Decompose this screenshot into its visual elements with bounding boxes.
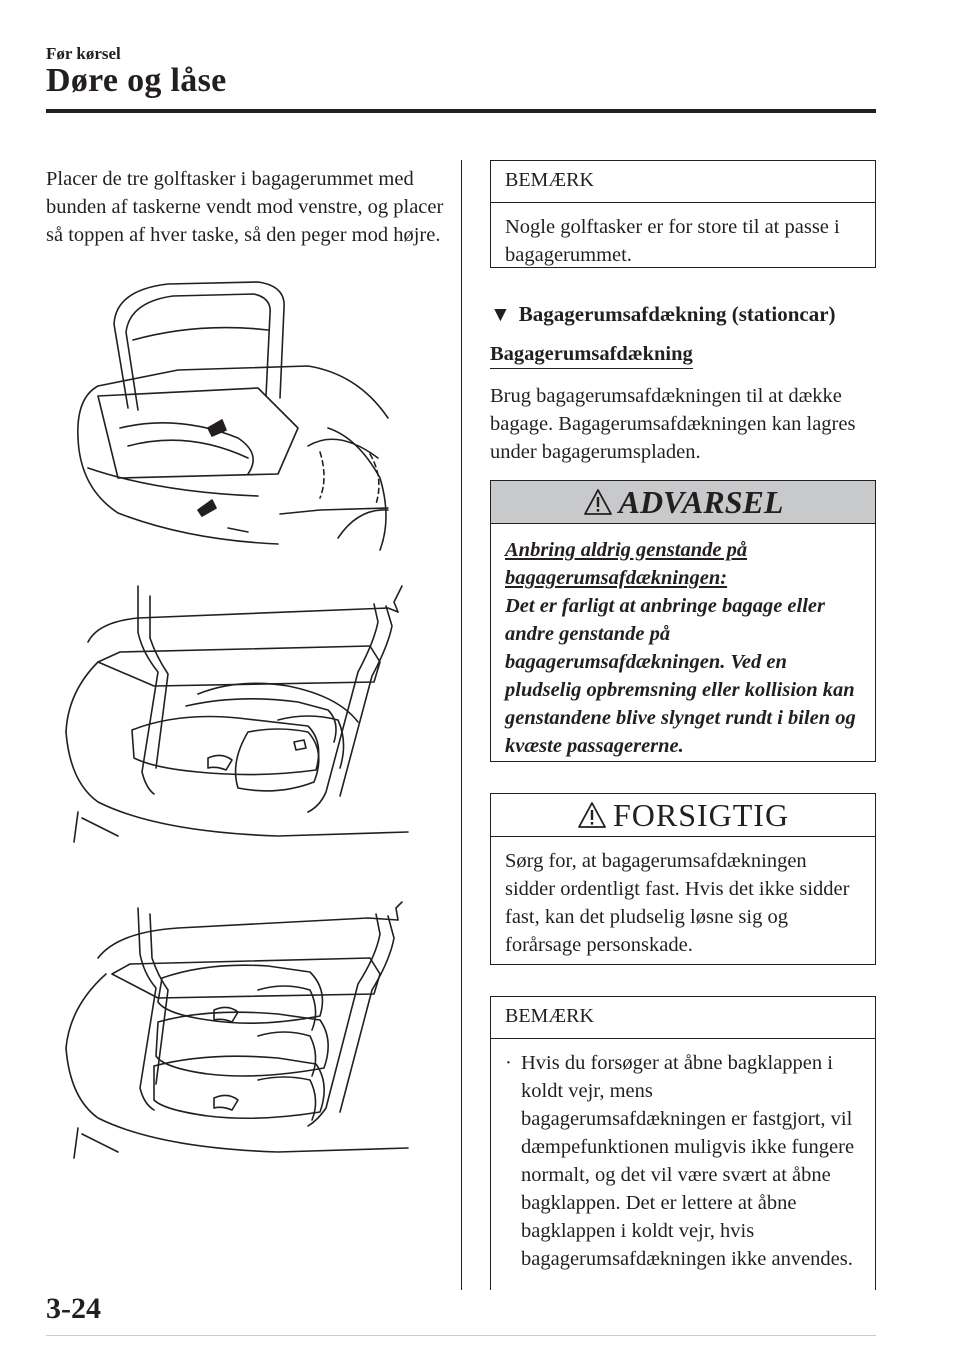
- list-item-text: Hvis du forsøger at åbne bagklappen i koldt vejr, mens bagagerumsafdækningen er fastgjort, vil dæmpefunktionen muligvis ikke fungere normalt, og det vil være svært at åbne bagklappen. Det er lettere at åbne bagklappen i koldt vejr, hvis bagagerumsafdækningen ikke anvendes.: [521, 1052, 855, 1270]
- note-list: [491, 1039, 875, 1283]
- note-heading: BEMÆRK: [491, 997, 875, 1039]
- cover-paragraph: Brug bagagerumsafdækningen til at dække bagage. Bagagerumsafdækningen kan lagres under bagagerumspladen.: [490, 385, 856, 463]
- section-label: Før kørsel: [46, 44, 121, 63]
- header-rule: [46, 109, 876, 113]
- illustration-trunk-three-bags: [58, 898, 418, 1178]
- section-heading: [490, 302, 836, 327]
- illustration-trunk-two-bags: [58, 582, 418, 862]
- caution-header: [491, 794, 875, 836]
- list-item: [505, 1049, 861, 1273]
- column-divider: [461, 160, 462, 1290]
- warning-box: [490, 480, 876, 762]
- caution-title: FORSIGTIG: [612, 796, 790, 833]
- caution-box: [490, 793, 876, 965]
- subsection-heading: Bagagerumsafdækning: [490, 343, 693, 369]
- warning-title: ADVARSEL: [618, 483, 784, 520]
- note-box-1: [490, 160, 876, 268]
- caution-text: Sørg for, at bagagerumsafdækningen sidder ordentligt fast. Hvis det ikke sidder fast, kan det pludselig løsne sig og forårsage personskade.: [505, 850, 850, 956]
- intro-paragraph: Placer de tre golftasker i bagagerummet med bunden af taskerne vendt mod venstre, og placer så toppen af hver taske, så den peger mod højre.: [46, 168, 444, 246]
- warning-header: [491, 481, 875, 524]
- note-box-2: [490, 996, 876, 1290]
- warning-triangle-icon: [577, 801, 607, 829]
- footer-rule: [46, 1335, 876, 1336]
- bullet-icon: ·: [505, 1052, 512, 1074]
- warning-lead: Anbring aldrig genstande på bagagerumsafdækningen:: [505, 539, 748, 589]
- note-heading: BEMÆRK: [491, 161, 875, 203]
- triangle-down-icon: ▼: [490, 302, 511, 326]
- page-title: Døre og låse: [46, 62, 227, 99]
- page-number: 3-24: [46, 1292, 101, 1325]
- warning-triangle-icon: [583, 488, 613, 516]
- section-heading-text: Bagagerumsafdækning (stationcar): [518, 302, 836, 326]
- warning-body: [491, 524, 875, 772]
- note-text: Nogle golftasker er for store til at passe i bagagerummet.: [505, 216, 840, 266]
- illustration-trunk-open: [58, 278, 398, 558]
- warning-text: Det er farligt at anbringe bagage eller andre genstande på bagagerumsafdækningen. Ved en pludselig opbremsning eller kollision kan genstandene blive slynget rundt i bilen og kvæste passagererne.: [505, 595, 856, 757]
